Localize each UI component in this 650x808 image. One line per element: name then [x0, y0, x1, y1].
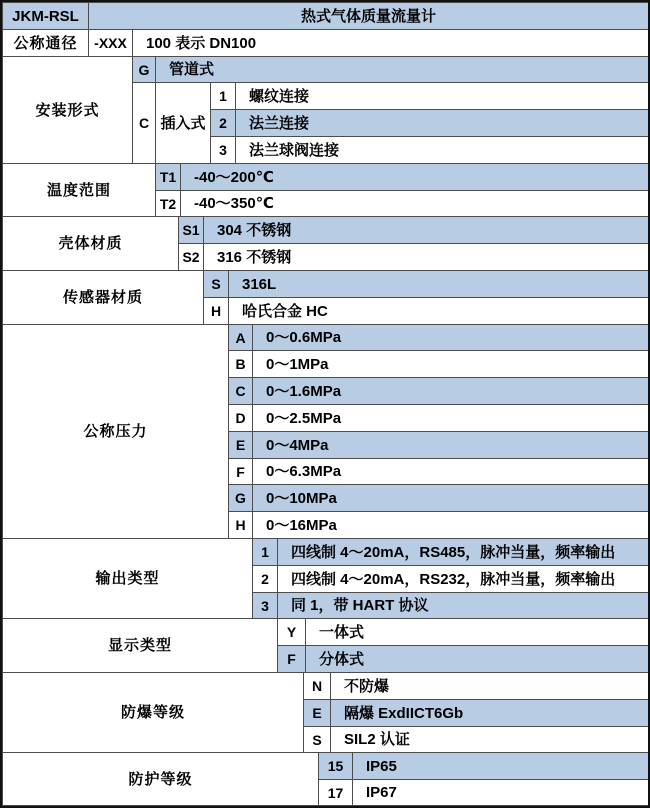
value-cell: 316 不锈钢	[203, 243, 649, 271]
code-cell: G	[132, 56, 156, 83]
value-cell: 0～10MPa	[252, 484, 649, 512]
code-cell: 3	[210, 136, 236, 164]
insert-type-label: 插入式	[155, 82, 211, 164]
section-label-protection: 防护等级	[2, 752, 319, 806]
code-cell: E	[303, 699, 331, 727]
value-cell: 100 表示 DN100	[132, 29, 649, 57]
value-cell: -40～350℃	[180, 190, 649, 217]
value-cell: -40～200℃	[180, 163, 649, 191]
section-label-pressure: 公称压力	[2, 324, 229, 539]
value-cell: 法兰球阀连接	[235, 136, 649, 164]
code-cell: 1	[210, 82, 236, 110]
value-cell: 0～1MPa	[252, 350, 649, 378]
value-cell: 隔爆 ExdIICT6Gb	[330, 699, 649, 727]
section-label-install: 安装形式	[2, 56, 133, 164]
section-label-temperature: 温度范围	[2, 163, 156, 217]
code-cell: C	[132, 82, 156, 164]
code-cell: H	[228, 511, 253, 539]
code-cell: T2	[155, 190, 181, 217]
value-cell: 分体式	[305, 645, 649, 673]
value-cell: IP65	[352, 752, 649, 780]
section-label-explosion: 防爆等级	[2, 672, 304, 753]
code-cell: 2	[210, 109, 236, 137]
code-cell: T1	[155, 163, 181, 191]
code-cell: 15	[318, 752, 353, 780]
value-cell: 哈氏合金 HC	[228, 297, 649, 325]
code-cell: 2	[252, 565, 278, 593]
value-cell: 316L	[228, 270, 649, 298]
code-cell: 3	[252, 592, 278, 619]
value-cell: 一体式	[305, 618, 649, 646]
value-cell: 0～0.6MPa	[252, 324, 649, 351]
code-cell: S1	[178, 216, 204, 244]
value-cell: 0～2.5MPa	[252, 404, 649, 432]
value-cell: 不防爆	[330, 672, 649, 700]
code-cell: 17	[318, 779, 353, 806]
code-cell: D	[228, 404, 253, 432]
section-label-output: 输出类型	[2, 538, 253, 619]
value-cell: IP67	[352, 779, 649, 806]
code-cell: 1	[252, 538, 278, 566]
value-cell: 四线制 4～20mA，RS232，脉冲当量，频率输出	[277, 565, 649, 593]
value-cell: 管道式	[155, 56, 649, 83]
code-cell: F	[277, 645, 306, 673]
code-cell: Y	[277, 618, 306, 646]
value-cell: 304 不锈钢	[203, 216, 649, 244]
code-cell: E	[228, 431, 253, 459]
code-cell: H	[203, 297, 229, 325]
model-code-cell: JKM-RSL	[2, 2, 89, 30]
value-cell: 螺纹连接	[235, 82, 649, 110]
section-label-dn: 公称通径	[2, 29, 89, 57]
value-cell: 0～4MPa	[252, 431, 649, 459]
value-cell: 四线制 4～20mA，RS485，脉冲当量，频率输出	[277, 538, 649, 566]
code-cell: S	[203, 270, 229, 298]
table-title: 热式气体质量流量计	[88, 2, 649, 30]
section-label-sensor: 传感器材质	[2, 270, 204, 325]
value-cell: 0～16MPa	[252, 511, 649, 539]
value-cell: 0～1.6MPa	[252, 377, 649, 405]
section-label-housing: 壳体材质	[2, 216, 179, 271]
code-cell: A	[228, 324, 253, 351]
code-cell: S	[303, 726, 331, 753]
code-cell: N	[303, 672, 331, 700]
value-cell: 法兰连接	[235, 109, 649, 137]
code-cell: S2	[178, 243, 204, 271]
code-cell: F	[228, 458, 253, 485]
code-cell: B	[228, 350, 253, 378]
code-cell: -XXX	[88, 29, 133, 57]
section-label-display: 显示类型	[2, 618, 278, 673]
code-cell: G	[228, 484, 253, 512]
value-cell: 同 1，带 HART 协议	[277, 592, 649, 619]
value-cell: 0～6.3MPa	[252, 458, 649, 485]
code-cell: C	[228, 377, 253, 405]
value-cell: SIL2 认证	[330, 726, 649, 753]
